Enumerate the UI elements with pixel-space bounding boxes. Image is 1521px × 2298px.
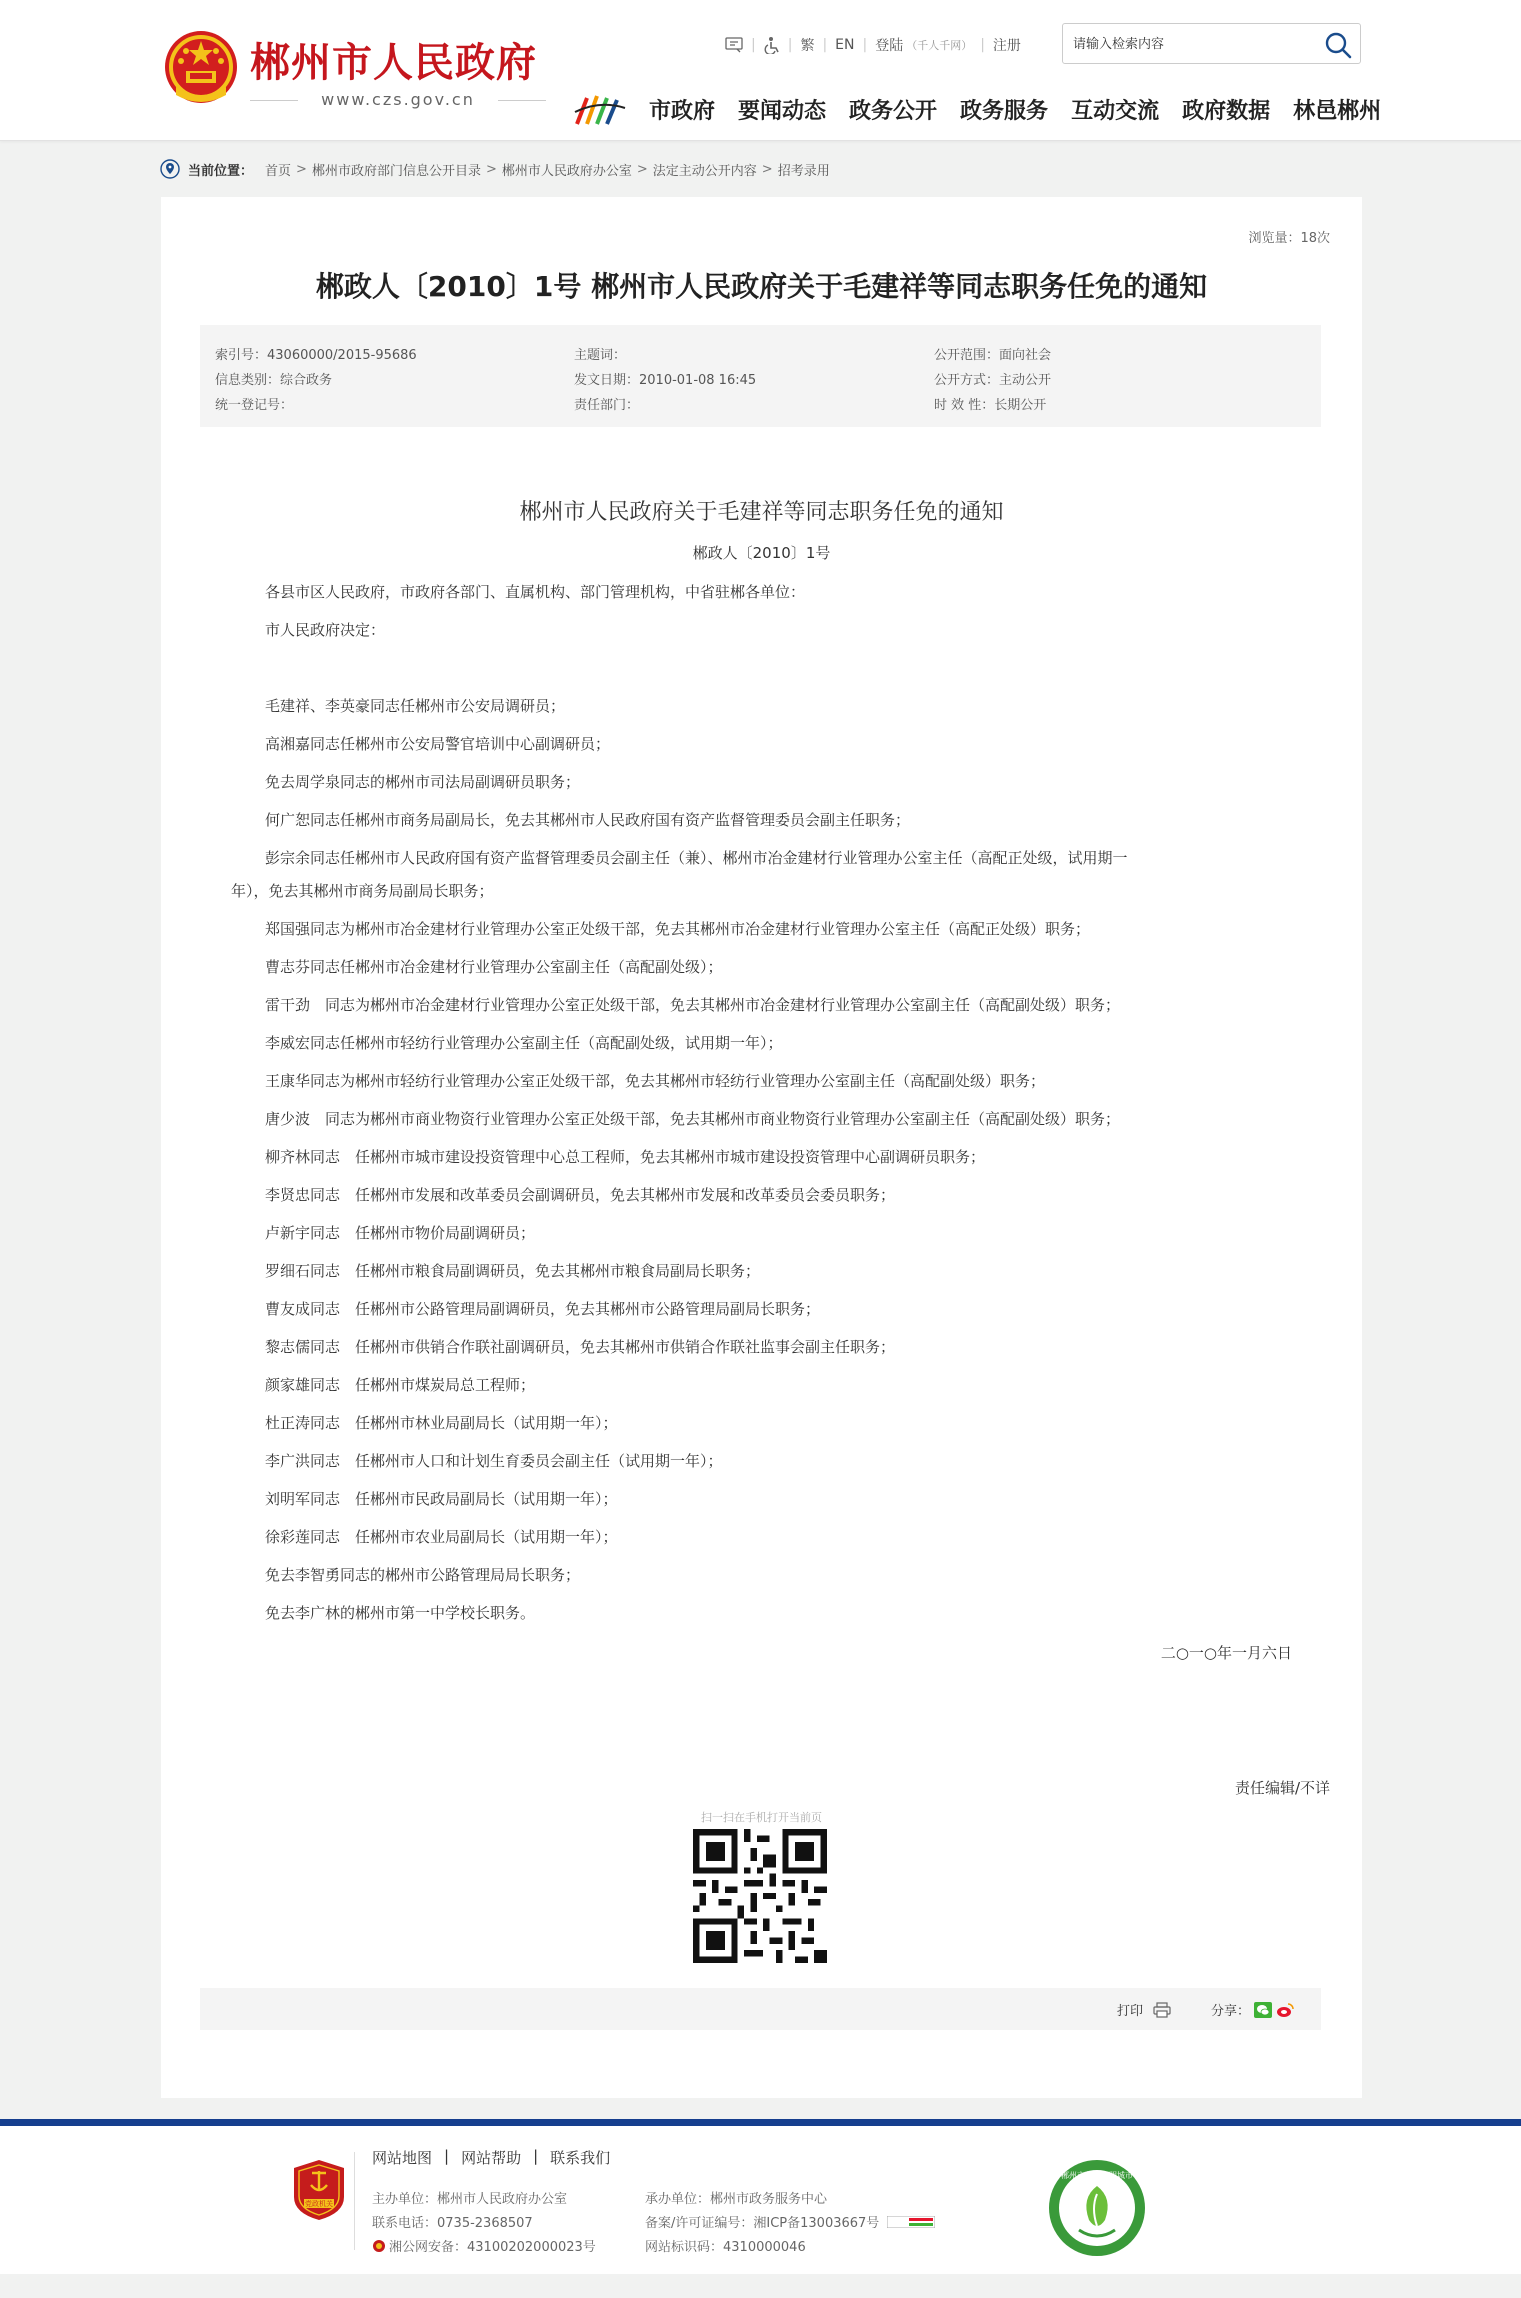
view-count: 浏览量：18次 bbox=[1248, 231, 1330, 246]
meta-info-box bbox=[200, 325, 1321, 427]
breadcrumb-statutory[interactable]: 法定主动公开内容 bbox=[652, 163, 757, 179]
login-note: （千人千网） bbox=[906, 39, 973, 52]
share-bar bbox=[200, 1988, 1321, 2030]
nav-item-news[interactable]: 要闻动态 bbox=[738, 99, 827, 124]
login-label[interactable]: 登陆 bbox=[875, 38, 904, 54]
paragraph: 黎志儒同志 任郴州市供销合作联社副调研员，免去其郴州市供销合作联社监事会副主任职务； bbox=[265, 1338, 896, 1356]
nav-logo-icon bbox=[573, 90, 627, 128]
footer-icp[interactable]: 备案/许可证编号：湘ICP备13003667号 bbox=[645, 2216, 880, 2231]
paragraph: 李威宏同志任郴州市轻纺行业管理办公室副主任（高配副处级，试用期一年）； bbox=[265, 1034, 783, 1052]
paragraph: 徐彩莲同志 任郴州市农业局副局长（试用期一年）； bbox=[265, 1528, 618, 1546]
paragraph: 各县市区人民政府，市政府各部门、直属机构、部门管理机构，中省驻郴各单位： bbox=[265, 583, 806, 601]
footer-divider bbox=[0, 2119, 1521, 2126]
paragraph: 李贤忠同志 任郴州市发展和改革委员会副调研员，免去其郴州市发展和改革委员会委员职务； bbox=[265, 1186, 896, 1204]
civilization-city-badge-icon[interactable] bbox=[1047, 2158, 1147, 2258]
site-name[interactable]: 郴州市人民政府 bbox=[250, 39, 537, 86]
paragraph: 彭宗余同志任郴州市人民政府国有资产监督管理委员会副主任（兼）、郴州市冶金建材行业管理办公室主任（高配正处级，试用期一 bbox=[265, 849, 1128, 867]
main-nav bbox=[649, 94, 1381, 125]
article-card bbox=[161, 197, 1362, 2098]
paragraph: 高湘嘉同志任郴州市公安局警官培训中心副调研员； bbox=[265, 735, 611, 753]
breadcrumb-label: 当前位置： bbox=[188, 163, 254, 179]
nav-item-gov-service[interactable]: 政务服务 bbox=[960, 99, 1049, 124]
breadcrumb: 当前位置： 首页 > 郴州市政府部门信息公开目录 > 郴州市人民政府办公室 > 法定主动公开内容 > 招考录用 bbox=[160, 158, 830, 180]
paragraph: 李广洪同志 任郴州市人口和计划生育委员会副主任（试用期一年）； bbox=[265, 1452, 723, 1470]
nav-item-linyi-chenzhou[interactable]: 林邑郴州 bbox=[1293, 99, 1382, 124]
paragraph: 颜家雄同志 任郴州市煤炭局总工程师； bbox=[265, 1376, 536, 1394]
site-url-text: www.czs.gov.cn bbox=[315, 90, 481, 109]
breadcrumb-home[interactable]: 首页 bbox=[265, 163, 292, 179]
login-link[interactable] bbox=[875, 35, 972, 55]
footer-undertaker: 承办单位：郴州市政务服务中心 bbox=[645, 2192, 828, 2207]
header-toolbar: | | 繁 | EN | 登陆 （千人千网） | 注册 bbox=[725, 33, 1021, 57]
article-title: 郴政人〔2010〕1号 郴州市人民政府关于毛建祥等同志职务任免的通知 bbox=[315, 270, 1208, 303]
paragraph: 柳齐林同志 任郴州市城市建设投资管理中心总工程师，免去其郴州市城市建设投资管理中心副调研员职务； bbox=[265, 1148, 986, 1166]
qr-code-icon bbox=[693, 1829, 827, 1963]
paragraph: 杜正涛同志 任郴州市林业局副局长（试用期一年）； bbox=[265, 1414, 618, 1432]
meta-validity: 时 效 性：长期公开 bbox=[934, 398, 1047, 413]
paragraph: 刘明军同志 任郴州市民政局副局长（试用期一年）； bbox=[265, 1490, 618, 1508]
paragraph: 免去李广林的郴州市第一中学校长职务。 bbox=[265, 1604, 536, 1622]
paragraph: 王康华同志为郴州市轻纺行业管理办公室正处级干部，免去其郴州市轻纺行业管理办公室副主任（高配副处级）职务； bbox=[265, 1072, 1046, 1090]
share-label: 分享： bbox=[1211, 2004, 1251, 2019]
paragraph: 卢新宇同志 任郴州市物价局副调研员； bbox=[265, 1224, 536, 1242]
cnzz-stat-icon[interactable] bbox=[887, 2216, 935, 2228]
site-url bbox=[250, 90, 546, 109]
paragraph: 何广恕同志任郴州市商务局副局长，免去其郴州市人民政府国有资产监督管理委员会副主任职务； bbox=[265, 811, 911, 829]
location-pin-icon bbox=[160, 159, 180, 179]
bottom-strip bbox=[0, 2274, 1521, 2298]
paragraph: 毛建祥、李英豪同志任郴州市公安局调研员； bbox=[265, 697, 566, 715]
paragraph: 市人民政府决定： bbox=[265, 621, 386, 639]
paragraph: 曹志芬同志任郴州市冶金建材行业管理办公室副主任（高配副处级）； bbox=[265, 958, 723, 976]
meta-date: 发文日期：2010-01-08 16:45 bbox=[574, 373, 757, 388]
party-gov-badge-icon[interactable] bbox=[292, 2159, 346, 2221]
accessibility-icon[interactable] bbox=[764, 36, 780, 54]
search-icon[interactable] bbox=[1324, 31, 1352, 59]
nav-item-gov-data[interactable]: 政府数据 bbox=[1182, 99, 1271, 124]
breadcrumb-recruitment[interactable]: 招考录用 bbox=[777, 163, 830, 179]
footer-link-contact[interactable]: 联系我们 bbox=[550, 2149, 611, 2167]
paragraph: 罗细石同志 任郴州市粮食局副调研员，免去其郴州市粮食局副局长职务； bbox=[265, 1262, 761, 1280]
footer-links: 网站地图 | 网站帮助 | 联系我们 bbox=[372, 2147, 611, 2167]
paragraph: 免去李智勇同志的郴州市公路管理局局长职务； bbox=[265, 1566, 581, 1584]
responsible-editor: 责任编辑/不详 bbox=[1234, 1779, 1330, 1797]
paragraph: 雷干劲 同志为郴州市冶金建材行业管理办公室正处级干部，免去其郴州市冶金建材行业管理办公室副主任（高配副处级）职务； bbox=[265, 996, 1121, 1014]
english-link[interactable]: EN bbox=[835, 37, 855, 53]
meta-reg-no: 统一登记号： bbox=[215, 398, 294, 413]
signature-date: 二○一○年一月六日 bbox=[1160, 1644, 1292, 1662]
search-box bbox=[1062, 23, 1361, 64]
share-area bbox=[1211, 2000, 1294, 2019]
footer-vertical-divider bbox=[354, 2152, 355, 2250]
national-emblem-icon[interactable] bbox=[162, 25, 240, 112]
meta-index-no: 索引号：43060000/2015-95686 bbox=[215, 348, 417, 363]
paragraph: 郑国强同志为郴州市冶金建材行业管理办公室正处级干部，免去其郴州市冶金建材行业管理办公室主任（高配正处级）职务； bbox=[265, 920, 1091, 938]
footer-sponsor: 主办单位：郴州市人民政府办公室 bbox=[372, 2192, 568, 2207]
search-input[interactable] bbox=[1073, 33, 1313, 55]
site-header bbox=[0, 0, 1521, 141]
police-badge-icon bbox=[372, 2239, 386, 2253]
register-link[interactable]: 注册 bbox=[992, 38, 1021, 54]
footer-link-sitemap[interactable]: 网站地图 bbox=[372, 2149, 433, 2167]
paragraph: 年），免去其郴州市商务局副局长职务； bbox=[231, 882, 494, 900]
document-title: 郴州市人民政府关于毛建祥等同志职务任免的通知 bbox=[519, 500, 1004, 525]
paragraph: 曹友成同志 任郴州市公路管理局副调研员，免去其郴州市公路管理局副局长职务； bbox=[265, 1300, 821, 1318]
meta-scope: 公开范围：面向社会 bbox=[934, 348, 1052, 363]
print-label[interactable]: 打印 bbox=[1117, 2004, 1144, 2019]
printer-icon[interactable] bbox=[1153, 2002, 1171, 2018]
footer-police[interactable] bbox=[372, 2236, 596, 2255]
paragraph: 唐少波 同志为郴州市商业物资行业管理办公室正处级干部，免去其郴州市商业物资行业管理办公室副主任（高配副处级）职务； bbox=[265, 1110, 1121, 1128]
footer-site-code: 网站标识码：4310000046 bbox=[645, 2240, 806, 2255]
footer-phone: 联系电话：0735-2368507 bbox=[372, 2216, 533, 2231]
nav-item-city-government[interactable]: 市政府 bbox=[649, 99, 716, 124]
weibo-icon[interactable] bbox=[1276, 2002, 1294, 2018]
breadcrumb-catalog[interactable]: 郴州市政府部门信息公开目录 bbox=[311, 163, 481, 179]
footer-icp-row bbox=[645, 2212, 935, 2231]
nav-item-gov-open[interactable]: 政务公开 bbox=[849, 99, 938, 124]
meta-dept: 责任部门： bbox=[574, 398, 640, 413]
breadcrumb-office[interactable]: 郴州市人民政府办公室 bbox=[501, 163, 632, 179]
qr-caption: 扫一扫在手机打开当前页 bbox=[701, 1811, 822, 1824]
party-badge-text: 党政机关 bbox=[305, 2200, 333, 2208]
site-footer bbox=[0, 2126, 1521, 2274]
traditional-chinese-link[interactable]: 繁 bbox=[800, 38, 815, 54]
paragraph: 免去周学泉同志的郴州市司法局副调研员职务； bbox=[265, 773, 581, 791]
civilization-badge-text: 郴州市创建文明城市 bbox=[1061, 2171, 1133, 2180]
nav-item-interaction[interactable]: 互动交流 bbox=[1071, 99, 1160, 124]
footer-link-help[interactable]: 网站帮助 bbox=[461, 2149, 522, 2167]
meta-method: 公开方式：主动公开 bbox=[934, 373, 1052, 388]
print-button[interactable] bbox=[1117, 2000, 1171, 2019]
wechat-icon[interactable] bbox=[1254, 2002, 1272, 2018]
meta-category: 信息类别：综合政务 bbox=[215, 373, 333, 388]
footer-police-text[interactable]: 湘公网安备：43100202000023号 bbox=[389, 2240, 596, 2255]
elder-mode-icon[interactable] bbox=[725, 37, 743, 53]
document-number: 郴政人〔2010〕1号 bbox=[692, 544, 831, 562]
meta-topic: 主题词： bbox=[574, 348, 627, 363]
